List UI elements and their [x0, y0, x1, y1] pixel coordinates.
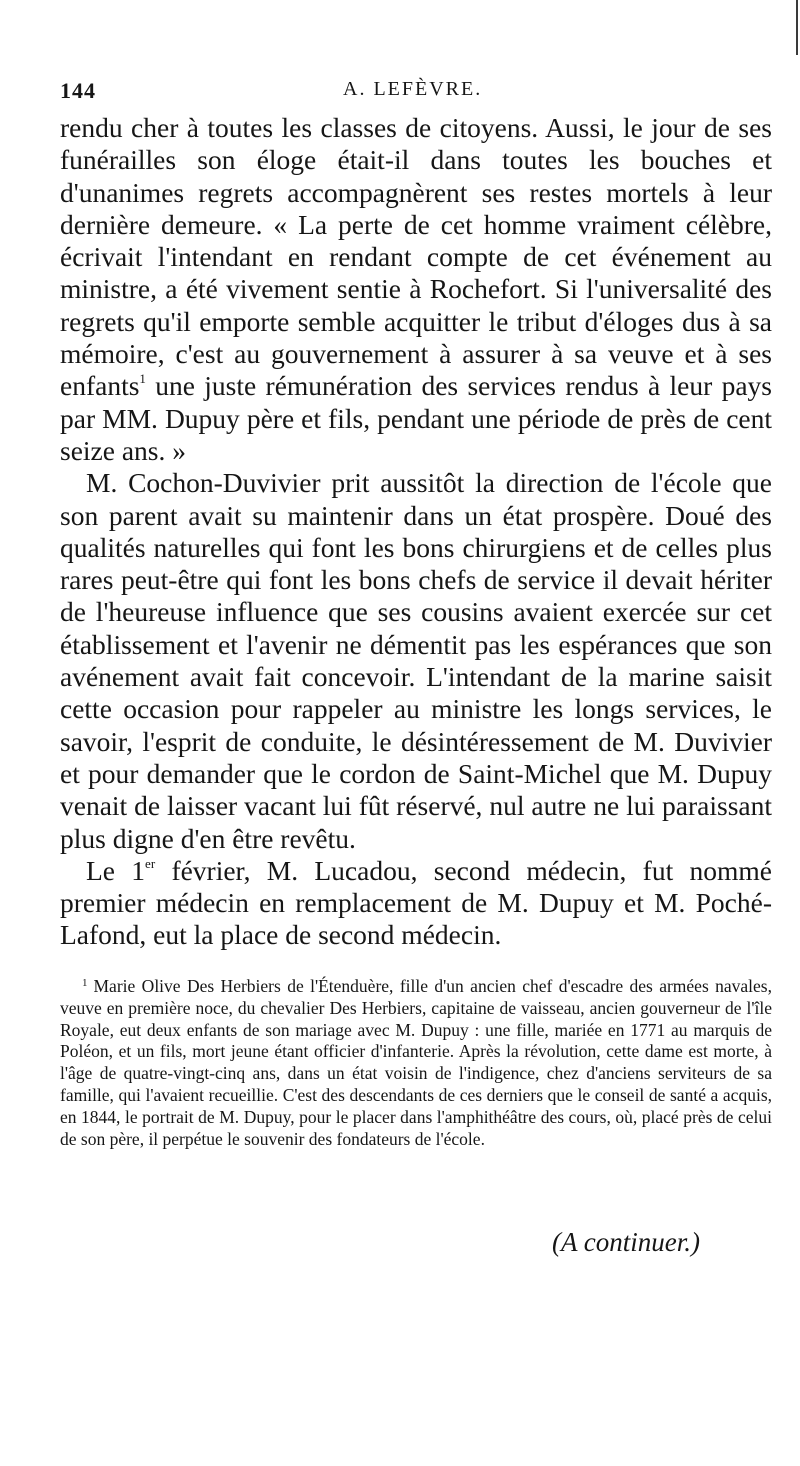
continuation-note: (A continuer.)	[552, 1227, 700, 1257]
paragraph-3-start: Le 1	[86, 854, 146, 886]
paragraph-3	[60, 855, 772, 952]
ordinal-suffix: er	[145, 855, 156, 871]
paragraph-2: M. Cochon-Duvivier prit aussitôt la direction de l'école que son parent avait su maintenir dans un état prospère. Doué des qualités naturelles qui font les bons chirurgiens et de celles plus rares peut-être qui font les bons chefs de service il devait hériter de l'heureuse influence que ses cousins avaient exercée sur cet établissement et l'avenir ne démentit pas les espérances que son avénement avait fait concevoir. L'intendant de la marine saisit cette occasion pour rappeler au ministre les longs services, le savoir, l'esprit de conduite, le désintéressement de M. Duvivier et pour demander que le cordon de Saint-Michel que M. Dupuy venait de laisser vacant lui fût réservé, nul autre ne lui paraissant plus digne d'en être revêtu.	[60, 467, 772, 854]
main-text	[60, 112, 772, 952]
paragraph-3-text: février, M. Lucadou, second médecin, fut nommé premier médecin en remplacement de M. Dupuy et M. Poché-Lafond, eut la place de second médecin.	[60, 854, 772, 951]
page-number: 144	[60, 78, 96, 103]
footnote-area	[60, 976, 772, 1150]
paragraph-1-tail: une juste rémunération des services rendus à leur pays par MM. Dupuy père et fils, pendant une période de près de cent seize ans. »	[60, 370, 772, 466]
running-title: A. LEFÈVRE.	[343, 78, 483, 100]
paragraph-1	[60, 112, 772, 467]
page-header	[60, 78, 780, 110]
footnote-marker: 1	[82, 977, 88, 989]
footnote-text: Marie Olive Des Herbiers de l'Étenduère, fille d'un ancien chef d'escadre des armées navales, veuve en première noce, du chevalier Des Herbiers, capitaine de vaisseau, ancien gouverneur de l'île Royale, eut deux enfants de son mariage avec M. Dupuy : une fille, mariée en 1771 au marquis de Poléon, et un fils, mort jeune étant officier d'infanterie. Après la révolution, cette dame est morte, à l'âge de quatre-vingt-cinq ans, dans un état voisin de l'indigence, chez d'anciens serviteurs de sa famille, qui l'avaient recueillie. C'est des descendants de ces derniers que le conseil de santé a acquis, en 1844, le portrait de M. Dupuy, pour le placer dans l'amphithéâtre des cours, où, placé près de celui de son père, il perpétue le souvenir des fondateurs de l'école.	[60, 976, 772, 1149]
footnote-reference: 1	[139, 371, 146, 387]
page-edge-mark	[796, 0, 798, 55]
paragraph-1-text: rendu cher à toutes les classes de citoyens. Aussi, le jour de ses funérailles son éloge était-il dans toutes les bouches et d'unanimes regrets accompagnèrent ses restes mortels à leur dernière demeure. « La perte de cet homme vraiment célèbre, écrivait l'intendant en rendant compte de cet événement au ministre, a été vivement sentie à Rochefort. Si l'universalité des regrets qu'il emporte semble acquitter le tribut d'éloges dus à sa mémoire, c'est au gouvernement à assurer à sa veuve et à ses enfants	[60, 112, 772, 402]
footnote-1	[60, 976, 772, 1150]
